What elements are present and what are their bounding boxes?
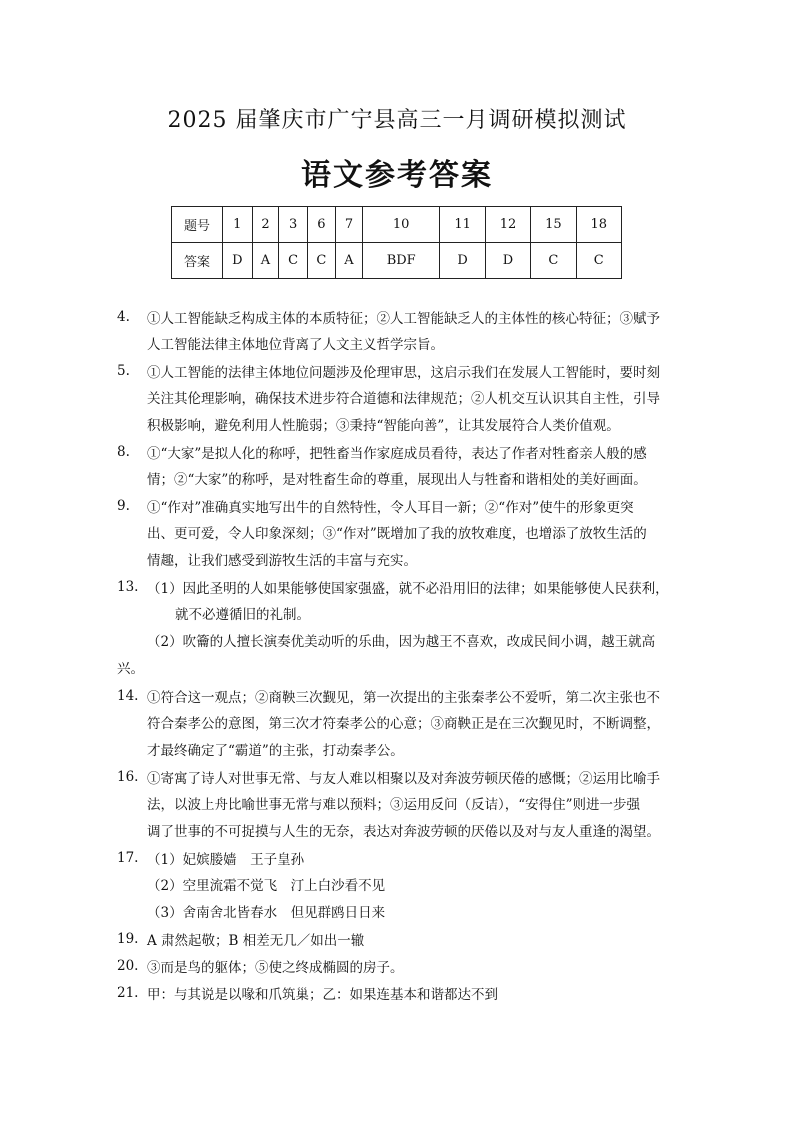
- answer-table-number-row: [172, 207, 622, 243]
- item-number: 19.: [117, 931, 139, 947]
- answer-line: 人工智能法律主体地位背离了人文主义哲学宗旨。: [147, 337, 444, 353]
- item-number: 8.: [117, 444, 130, 460]
- question-number: 1: [223, 207, 253, 243]
- answer-cell: D: [223, 243, 253, 279]
- answer-cell: D: [440, 243, 485, 279]
- answer-line: （1）因此圣明的人如果能够使国家强盛，就不必沿用旧的法律；如果能够使人民获利，: [147, 581, 669, 597]
- answer-cell: C: [531, 243, 576, 279]
- answer-line: ①人工智能的法律主体地位问题涉及伦理审思，这启示我们在发展人工智能时，要时刻: [147, 365, 660, 381]
- answer-line: 就不必遵循旧的礼制。: [175, 607, 310, 623]
- answer-line: ①寄寓了诗人对世事无常、与友人难以相聚以及对奔波劳顿厌倦的感慨；②运用比喻手: [147, 771, 660, 787]
- row-label-answer: 答案: [172, 243, 223, 279]
- question-number: 7: [336, 207, 363, 243]
- question-number: 3: [279, 207, 307, 243]
- answer-cell: BDF: [362, 243, 440, 279]
- row-label-number: 题号: [172, 207, 223, 243]
- answer-line: A 肃然起敬；B 相差无几／如出一辙: [147, 933, 365, 949]
- answer-cell: A: [336, 243, 363, 279]
- answer-line: 符合秦孝公的意图，第三次才符秦孝公的心意；③商鞅正是在三次觐见时，不断调整，: [147, 716, 660, 732]
- answer-line: ①“大家”是拟人化的称呼，把牲畜当作家庭成员看待，表达了作者对牲畜亲人般的感: [147, 446, 647, 462]
- question-number: 12: [485, 207, 530, 243]
- answer-line: 才最终确定了“霸道”的主张，打动秦孝公。: [147, 743, 404, 759]
- answer-line: （2）吹籥的人擅长演奏优美动听的乐曲，因为越王不喜欢，改成民间小调，越王就高: [147, 634, 656, 650]
- item-number: 5.: [117, 363, 130, 379]
- answer-line: 积极影响，避免利用人性脆弱；③秉持“智能向善”，让其发展符合人类价值观。: [147, 418, 620, 434]
- question-number: 15: [531, 207, 576, 243]
- item-number: 9.: [117, 498, 130, 514]
- answer-line: 调了世事的不可捉摸与人生的无奈，表达对奔波劳顿的厌倦以及对与友人重逢的渴望。: [147, 824, 660, 840]
- item-number: 13.: [117, 579, 139, 595]
- item-number: 21.: [117, 985, 139, 1001]
- answer-cell: C: [307, 243, 335, 279]
- answer-line: 情；②“大家”的称呼，是对牲畜生命的尊重，展现出人与牲畜和谐相处的美好画面。: [147, 472, 647, 488]
- item-number: 14.: [117, 688, 139, 704]
- document-subtitle: 语文参考答案: [301, 158, 493, 193]
- answer-line: （1）妃嫔媵嫱 王子皇孙: [147, 852, 305, 868]
- item-number: 16.: [117, 769, 139, 785]
- answer-line: ①“作对”准确真实地写出牛的自然特性，令人耳目一新；②“作对”使牛的形象更突: [147, 500, 634, 516]
- answer-line: 情趣，让我们感受到游牧生活的丰富与充实。: [147, 553, 417, 569]
- item-number: 17.: [117, 850, 139, 866]
- answer-table: [171, 206, 622, 279]
- answer-cell: C: [576, 243, 621, 279]
- answer-line: ①人工智能缺乏构成主体的本质特征；②人工智能缺乏人的主体性的核心特征；③赋予: [147, 311, 660, 327]
- answer-line: 关注其伦理影响，确保技术进步符合道德和法律规范；②人机交互认识其自主性，引导: [147, 391, 660, 407]
- answer-table-answer-row: [172, 243, 622, 279]
- answer-line: （2）空里流霜不觉飞 汀上白沙看不见: [147, 878, 386, 894]
- answer-line: ①符合这一观点；②商鞅三次觐见，第一次提出的主张秦孝公不爱听，第二次主张也不: [147, 690, 660, 706]
- item-number: 4.: [117, 309, 130, 325]
- question-number: 6: [307, 207, 335, 243]
- answer-cell: D: [485, 243, 530, 279]
- answer-line: 出、更可爱，令人印象深刻；③“作对”既增加了我的放牧难度，也增添了放牧生活的: [147, 526, 647, 542]
- question-number: 2: [252, 207, 279, 243]
- answer-line: 法，以波上舟比喻世事无常与难以预料；③运用反问（反诘），“安得住”则进一步强: [147, 797, 641, 813]
- answer-line: ③而是鸟的躯体；⑤使之终成椭圆的房子。: [147, 960, 404, 976]
- item-number: 20.: [117, 958, 139, 974]
- answer-line: （3）舍南舍北皆春水 但见群鸥日日来: [147, 905, 386, 921]
- answer-cell: A: [252, 243, 279, 279]
- question-number: 10: [362, 207, 440, 243]
- answer-cell: C: [279, 243, 307, 279]
- answer-line: 甲：与其说是以喙和爪筑巢；乙：如果连基本和谐都达不到: [147, 987, 498, 1003]
- answer-line: 兴。: [117, 661, 144, 677]
- question-number: 18: [576, 207, 621, 243]
- question-number: 11: [440, 207, 485, 243]
- document-title: 2025 届肇庆市广宁县高三一月调研模拟测试: [167, 108, 627, 133]
